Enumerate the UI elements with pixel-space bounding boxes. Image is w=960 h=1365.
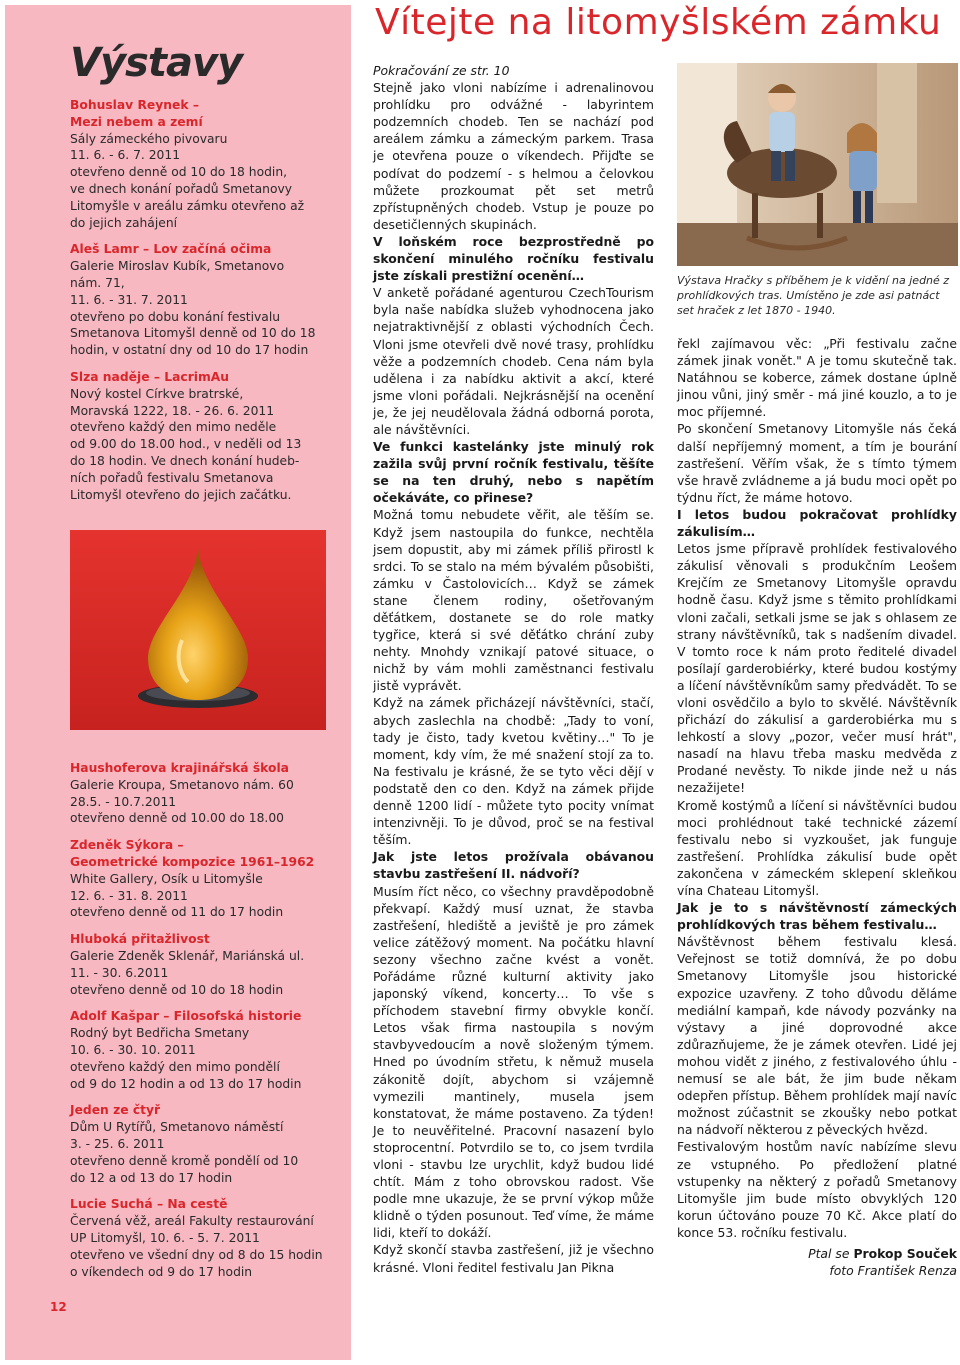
interview-question: Jak jste letos prožívala obávanou stavbu zastřešení II. nádvoří? [373,849,654,882]
exhibition-detail: Smetanova Litomyšl denně od 10 do 18 [70,326,316,341]
exhibition-detail: 10. 6. - 30. 10. 2011 [70,1042,196,1057]
photo-caption: Výstava Hračky s příběhem je k vidění na jedné z prohlídkových tras. Umístěno je zde asi patnáct set hraček z let 1870 - 1940. [677,274,950,317]
exhibition-title: Aleš Lamr – Lov začíná očima [70,242,272,257]
article-paragraph: řekl zajímavou věc: „Při festivalu začne zámek jinak vonět." A je tomu skutečně tak. Natáhnou se koberce, zámek dostane úplně jinou vůni, jiný směr - má jiné kouzlo, a to je moc příjemné. [677,336,957,420]
exhibition-title: Haushoferova krajinářská škola [70,761,289,775]
article-column-middle [373,62,654,1276]
article-paragraph: Musím říct něco, co všechny pravděpodobně překvapí. Každý musí uznat, že stavba zastřešení, hlediště a jeviště je pro zámek velice zátěžový moment. Na počátku hlavní sezony všechno začne kvést a vonět. Pořádáme různé kulturní aktivity jako japonský víkend, koncerty… To vše s příchodem stavební firmy obvykle končí. Letos však firma nastoupila s novým stavbyvedoucím a nově složeným týmem. Hned po úvodním střetu, k němuž musela zákonitě dojít, abychom si vzájemně vymezili mantinely, musela jsem konstatovat, že máme postaveno. Za týden! Je to neuvěřitelné. Pracovní nasazení bylo stoprocentní. Potvrdilo se to, co jsem tvrdila vloni - stavbu lze urychlit, když budou lidé chtít. Mám z toho obrovskou radost. Vše podle mne ukazuje, že se první výkop může klidně o týden posunout. Teď víme, že máme lidi, kteří to dokáží. [373,883,654,1241]
exhibition-detail: hodin, v ostatní dny od 10 do 17 hodin [70,343,309,358]
exhibition-detail: Galerie Kroupa, Smetanovo nám. 60 [70,777,294,792]
exhibition-detail: do jejich zahájení [70,215,178,230]
exhibition-detail: otevřeno denně od 11 do 17 hodin [70,905,284,920]
exhibition-detail: Litomyšle v areálu zámku otevřeno až [70,198,305,213]
article-paragraph: Návštěvnost během festivalu klesá. Veřejnost se totiž domnívá, že po dobu Smetanovy Litomyšle jsou historické expozice uzavřeny. Z toho důvodu děláme mediální kampaň, kde návody pozvánky na výstavy a jiné doprovodné akce zdůrazňujeme, že je zámek otevřen. Lidé jej mohou vidět z jiného, z festivalového úhlu - nemusí se ale bát, že jim bude někam odepřen přístup. Během prohlídek mají navíc možnost zúčastnit se zkoušky nebo potkat na nádvoří některou z pěveckých hvězd. [677,934,957,1138]
exhibition-entry [70,97,340,231]
exhibition-detail: otevřeno každý den mimo pondělí [70,1059,280,1074]
interview-question: V loňském roce bezprostředně po skončení minulého ročníku festivalu jste získali prestižní ocenění… [373,233,654,284]
exhibition-detail: Galerie Miroslav Kubík, Smetanovo [70,259,285,274]
exhibition-detail: ve dnech konání pořadů Smetanovy [70,181,293,196]
photo-credit: foto František Renza [829,1263,957,1278]
exhibition-detail: 28.5. - 10.7.2011 [70,794,177,809]
exhibition-title: Bohuslav Reynek – [70,98,199,112]
exhibition-detail: o víkendech od 9 do 17 hodin [70,1264,253,1279]
toys-exhibition-photo [677,63,958,266]
exhibition-detail: 12. 6. - 31. 8. 2011 [70,888,188,903]
exhibition-title: Zdeněk Sýkora – [70,838,184,853]
exhibition-detail: Rodný byt Bedřicha Smetany [70,1026,250,1041]
article-paragraph: Když skončí stavba zastřešení, již je všechno krásné. Vloni ředitel festivalu Jan Pikna [373,1242,654,1275]
exhibition-detail: od 9 do 12 hodin a od 13 do 17 hodin [70,1076,302,1091]
exhibition-detail: White Gallery, Osík u Litomyšle [70,871,263,886]
interview-question: Ve funkci kastelánky jste minulý rok zažila svůj první ročník festivalu, těšíte se na ten druhý, nebo s napětím očekáváte, co přinese? [373,439,654,506]
exhibition-detail: 11. 6. - 31. 7. 2011 [70,292,188,307]
exhibition-entry [70,1196,340,1280]
continuation-note: Pokračování ze str. 10 [373,63,510,78]
article-paragraph: Stejně jako vloni nabízíme i adrenalinovou prohlídku pro odvážné - labyrintem podzemních chodeb. Ten se nachází pod areálem zámku a zámeckým parkem. Trasa je otevřena pouze o víkendech. Přijďte se podívat do podzemí - s helmou a čelovkou můžete prozkoumat pět set metrů zpřístupněných chodeb. Vstup je pouze po desetičlenných skupinách. [373,80,654,232]
exhibition-detail: Dům U Rytířů, Smetanovo náměstí [70,1120,284,1135]
exhibition-detail: Galerie Zdeněk Sklenář, Mariánská ul. [70,948,305,963]
exhibition-detail: Litomyšl otevřeno do jejich začátku. [70,487,292,502]
exhibition-title: Hluboká přitažlivost [70,932,210,947]
exhibition-entry [70,760,340,827]
exhibition-detail: otevřeno denně od 10.00 do 18.00 [70,811,284,826]
interview-question: I letos budou pokračovat prohlídky zákulisím… [677,506,957,540]
exhibition-detail: otevřeno denně od 10 do 18 hodin, [70,165,288,180]
exhibition-title: Jeden ze čtyř [70,1103,161,1118]
exhibition-detail: 3. - 25. 6. 2011 [70,1136,165,1151]
exhibition-detail: Nový kostel Církve bratrské, [70,386,244,401]
exhibition-title: Slza naděje – LacrimAu [70,369,230,384]
sidebar-title: Výstavy [70,40,243,86]
exhibition-list-bottom [70,760,340,1290]
exhibition-detail: 11. - 30. 6.2011 [70,965,169,980]
exhibition-detail: Moravská 1222, 18. - 26. 6. 2011 [70,403,275,418]
author-line [677,1245,957,1262]
interview-question: Jak je to s návštěvností zámeckých prohlídkových tras během festivalu… [677,900,957,933]
exhibition-detail: Červená věž, areál Fakulty restaurování [70,1214,314,1229]
exhibition-detail: otevřeno denně kromě pondělí od 10 [70,1153,299,1168]
exhibition-detail: UP Litomyšl, 10. 6. - 5. 7. 2011 [70,1230,260,1245]
page-number: 12 [50,1300,67,1314]
exhibition-entry [70,369,340,503]
article-paragraph: Festivalovým hostům navíc nabízíme slevu ze vstupného. Po předložení platné vstupenky na některý z pořadů Smetanovy Litomyšle jim bude místo obvyklých 120 korun účtováno pouze 70 Kč. Akce platí do konce 53. ročníku festivalu. [677,1139,957,1240]
golden-teardrop-artwork [70,530,326,730]
children-rocking-horse-image [677,63,958,266]
article-headline: Vítejte na litomyšlském zámku [375,2,942,43]
exhibition-entry [70,1102,340,1186]
exhibition-entry [70,241,340,359]
article-paragraph: V anketě pořádané agenturou CzechTourism byla naše nabídka služeb vyhodnocena jako nejatraktivnější z oblasti východních Čech. Vloni jsme otevřeli dvě nové trasy, prohlídku věže a podzemních chodeb. Cena nám byla udělena i za nabídku aktivit a akcí, které jsme vloni pořádali. Nejkrásnější na ocenění je, že jej neudělovala žádná odborná porota, ale návštěvníci. [373,285,654,437]
exhibition-detail: otevřeno denně od 10 do 18 hodin [70,982,284,997]
exhibition-entry [70,931,340,998]
exhibition-title: Mezi nebem a zemí [70,114,203,129]
article-paragraph: Po skončení Smetanovy Litomyšle nás čeká další nepříjemný moment, a tím je bourání zastřešení. Věřím však, že s tímto týmem vše hravě zvládneme a já budu moci opět po týdnu říct, že máme hotovo. [677,421,957,505]
exhibition-detail: od 9.00 do 18.00 hod., v neděli od 13 [70,437,302,452]
exhibition-detail: otevřeno ve všední dny od 8 do 15 hodin [70,1247,323,1262]
article-paragraph: Letos jsme přípravě prohlídek festivalového zákulisí věnovali s produkčním Leošem Krejčím ze Smetanovy Litomyšle opravdu hodně času. Když jsme s těmito prohlídkami vloni začali, setkali jsme se jak s ohlasem ze strany návštěvníků, tak s nadšením divadel. V tomto roce k nám proto ředitelé divadel posílají garderobiérky, které budou kostýmy a líčení návštěvníkům samy předvádět. To se vloni osvědčilo a bylo to skvělé. Návštěvník přichází do zákulisí a garderobiérka mu s lehkostí a slovy „pozor, večer musí hrát", nasadí na hlavu třeba masku medvěda z Prodané nevěsty. To nikde jinde než u nás nezažijete! [677,541,957,796]
exhibition-detail: nám. 71, [70,275,125,290]
article-credits [677,1245,957,1279]
exhibition-detail: Sály zámeckého pivovaru [70,131,228,146]
teardrop-sculpture-image [70,530,326,730]
exhibition-list-top [70,97,340,513]
exhibition-title: Geometrické kompozice 1961–1962 [70,854,315,869]
exhibition-title: Adolf Kašpar – Filosofská historie [70,1009,302,1024]
author-role: Ptal se [808,1246,850,1261]
article-paragraph: Možná tomu nebudete věřit, ale těším se. Když jsem nastoupila do funkce, nechtěla jsem dopustit, aby mi zámek příliš přirostl k srdci. To se stalo na mém bývalém působišti, zámku v Častolovicích… Když se zámek stane členem rodiny, ošetřovaným děťátkem, dostanete se do role matky tygřice, která si své děťátko chrání zuby nehty. Mnohdy vznikají patové situace, o nichž by vám mohli zaměstnanci festivalu jistě vyprávět. [373,507,654,694]
article-paragraph: Když na zámek přicházejí návštěvníci, stačí, abych zaslechla na chodbě: „Tady to voní, tady je čisto, tady kvetou květiny…" To je moment, kdy vím, že mé snažení stojí za to. Na festivalu je krásné, že se tyto věci dějí v podstatě den co den. Když na zámek přijde denně 1200 lidí - můžete tyto pocity vnímat intenzivněji. To je důvod, proč se na festival těším. [373,695,654,848]
exhibition-detail: do 12 a od 13 do 17 hodin [70,1170,233,1185]
author-name: Prokop Souček [853,1246,957,1261]
exhibition-title: Lucie Suchá – Na cestě [70,1197,228,1212]
article-column-right [677,335,957,1241]
exhibition-entry [70,1008,340,1092]
exhibition-entry [70,837,340,921]
exhibition-detail: otevřeno po dobu konání festivalu [70,309,281,324]
exhibition-detail: 11. 6. - 6. 7. 2011 [70,148,181,163]
article-paragraph: Kromě kostýmů a líčení si návštěvníci budou moci prohlédnout také technické zázemí festivalu nebo si vyzkoušet, jak funguje zastřešení. Prohlídka zákulisí bude opět zakončena v zámeckém sklepení skleňkou vína Chateau Litomyšl. [677,797,957,898]
exhibition-detail: ních pořadů festivalu Smetanova [70,470,274,485]
exhibition-detail: otevřeno každý den mimo neděle [70,420,277,435]
exhibition-detail: do 18 hodin. Ve dnech konání hudeb- [70,453,300,468]
